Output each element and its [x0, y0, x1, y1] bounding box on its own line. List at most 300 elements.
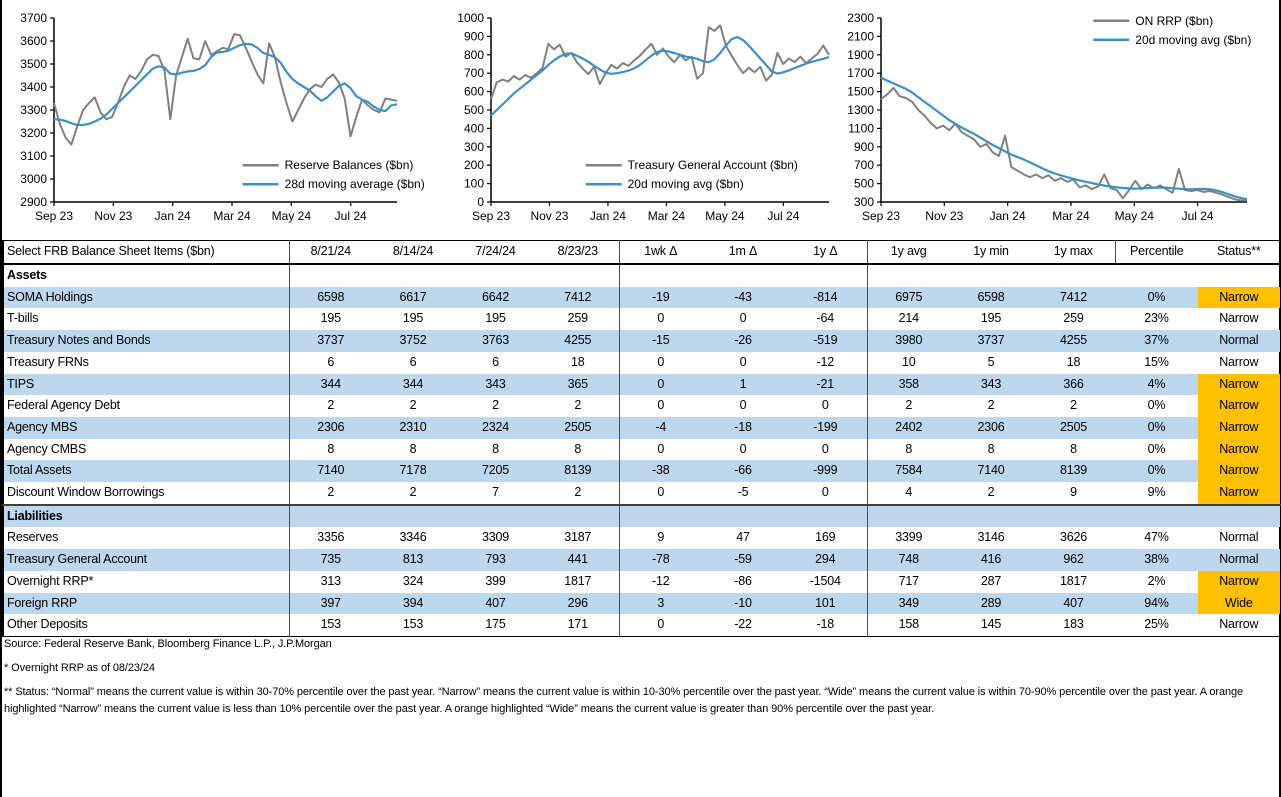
table-cell: 344 — [289, 374, 372, 396]
table-cell: 0% — [1147, 398, 1166, 413]
status-cell: Normal — [1198, 549, 1280, 571]
column-header: Status** — [1198, 241, 1280, 265]
row-label: Total Assets — [3, 460, 289, 482]
table-cell: -1504 — [809, 573, 841, 588]
y-tick-label: 1100 — [848, 121, 874, 136]
x-tick-label: May 24 — [1114, 209, 1154, 223]
footnotes — [4, 636, 1277, 725]
row-label: Overnight RRP* — [7, 573, 94, 588]
table-cell: -38 — [619, 460, 702, 482]
x-tick-label: Sep 23 — [34, 209, 74, 223]
status-cell: Narrow — [1198, 287, 1280, 309]
overnight-rrp-note: * Overnight RRP as of 08/23/24 — [4, 662, 155, 675]
table-cell: 3980 — [867, 330, 950, 352]
table-cell: 2 — [987, 398, 995, 413]
x-tick-label: May 24 — [705, 209, 745, 223]
table-row — [3, 374, 1280, 396]
source-note: Source: Federal Reserve Bank, Bloomberg Finance L.P., J.P.Morgan — [4, 638, 332, 650]
table-cell: -814 — [784, 287, 867, 309]
x-tick-label: Jan 24 — [989, 209, 1026, 223]
table-cell: 3187 — [564, 530, 592, 545]
table-row — [3, 614, 1280, 636]
table-cell: 3626 — [1059, 530, 1087, 545]
table-cell: 358 — [867, 374, 950, 396]
table-cell: 3146 — [977, 530, 1005, 545]
table-cell: 407 — [454, 593, 537, 615]
table-cell: 735 — [289, 549, 372, 571]
table-cell: 259 — [1063, 311, 1084, 326]
table-cell: 18 — [570, 354, 585, 369]
table-cell: 18 — [1066, 354, 1081, 369]
table-cell: 813 — [372, 549, 454, 571]
status-cell: Narrow — [1198, 482, 1280, 505]
y-tick-label: 3400 — [20, 80, 47, 94]
table-cell: 8 — [987, 441, 995, 456]
y-tick-label: 3500 — [20, 57, 47, 71]
row-label: TIPS — [3, 374, 289, 396]
table-cell: -199 — [784, 417, 867, 439]
row-label: Treasury Notes and Bonds — [3, 330, 289, 352]
table-row — [3, 308, 1280, 330]
table-cell: -12 — [816, 354, 834, 369]
table-row — [3, 527, 1280, 549]
row-label: Agency CMBS — [7, 441, 87, 456]
table-cell: 3752 — [372, 330, 454, 352]
legend-label: 20d moving avg ($bn) — [627, 177, 744, 192]
table-row — [3, 571, 1280, 593]
row-label: Foreign RRP — [3, 593, 289, 615]
table-cell: 2 — [409, 398, 417, 413]
table-cell: 6598 — [289, 287, 372, 309]
table-row — [3, 417, 1280, 439]
table-cell: 8 — [289, 439, 372, 461]
table-cell: 0% — [1147, 441, 1166, 456]
table-cell: 324 — [402, 573, 424, 588]
table-cell: 7205 — [454, 460, 537, 482]
table-row — [3, 287, 1280, 309]
legend-label: 20d moving avg ($bn) — [1135, 32, 1252, 47]
column-header: 8/14/24 — [372, 241, 454, 265]
table-cell — [702, 264, 784, 287]
row-label: Assets — [7, 268, 47, 282]
table-cell: -26 — [702, 330, 784, 352]
treasury-general-account-chart — [437, 4, 841, 236]
table-cell: 145 — [980, 617, 1002, 632]
y-tick-label: 1900 — [847, 47, 874, 62]
status-cell: Narrow — [1198, 374, 1280, 396]
y-tick-label: 0 — [477, 195, 484, 209]
status-definition-note: ** Status: “Normal” means the current value is within 30-70% percentile over the past year. “Narrow” means the current value is within 10-30% percentile over the past year. “Wide” means the current value is within 70-90% percentile over the past year. A orange highlighted “Narrow” means the current value is less than 10% percentile over the past year. A orange highlighted “Wide” means the current value is greater than 90% percentile over the past year. — [4, 686, 1244, 716]
table-cell: 10 — [867, 352, 950, 374]
table-cell: 962 — [1032, 549, 1115, 571]
table-cell: 2306 — [289, 417, 372, 439]
table-cell: 3356 — [289, 527, 372, 549]
table-cell: 6642 — [454, 287, 537, 309]
row-label: Other Deposits — [7, 617, 88, 632]
table-cell: 4255 — [1032, 330, 1115, 352]
row-label: Treasury General Account — [3, 549, 289, 571]
table-cell: 153 — [402, 617, 424, 632]
y-tick-label: 100 — [463, 176, 484, 191]
table-cell — [784, 264, 867, 287]
y-tick-label: 700 — [463, 66, 484, 81]
table-cell: 259 — [567, 311, 588, 326]
x-tick-label: Jul 24 — [334, 209, 367, 223]
table-cell: 3309 — [481, 530, 509, 545]
y-tick-label: 900 — [853, 139, 874, 154]
y-tick-label: 300 — [853, 195, 874, 209]
table-cell: 195 — [980, 311, 1002, 326]
table-cell: -999 — [784, 460, 867, 482]
table-cell — [702, 505, 784, 528]
legend-label: 28d moving average ($bn) — [284, 177, 425, 192]
series-line — [54, 44, 397, 125]
table-row — [3, 264, 1280, 287]
table-cell: 7 — [492, 485, 499, 500]
table-cell: 296 — [537, 593, 619, 615]
series-line — [881, 88, 1247, 201]
table-cell: 3737 — [950, 330, 1032, 352]
table-row — [3, 330, 1280, 352]
table-cell: 0% — [1115, 460, 1198, 482]
status-cell: Narrow — [1198, 460, 1280, 482]
table-cell: 7178 — [372, 460, 454, 482]
y-tick-label: 3300 — [20, 103, 47, 117]
x-tick-label: Jul 24 — [767, 209, 800, 223]
table-cell: 1817 — [1059, 573, 1087, 588]
table-cell: 0 — [619, 439, 702, 461]
row-label: Treasury FRNs — [7, 354, 89, 369]
y-tick-label: 700 — [853, 158, 874, 173]
table-cell: 4 — [867, 482, 950, 505]
y-tick-label: 3600 — [20, 34, 47, 48]
y-tick-label: 600 — [463, 84, 484, 99]
x-tick-label: Nov 23 — [530, 209, 569, 223]
table-cell: 343 — [950, 374, 1032, 396]
column-header: 7/24/24 — [454, 241, 537, 265]
table-cell: 0 — [821, 398, 829, 413]
table-cell: -4 — [619, 417, 702, 439]
table-cell: 4% — [1115, 374, 1198, 396]
y-tick-label: 1500 — [847, 84, 874, 99]
table-cell: -21 — [784, 374, 867, 396]
y-tick-label: 2300 — [847, 11, 874, 25]
y-tick-label: 1000 — [457, 11, 484, 25]
table-cell: 8139 — [1032, 460, 1115, 482]
status-cell: Narrow — [1198, 571, 1280, 593]
table-cell: 5 — [987, 354, 995, 369]
table-cell: 158 — [867, 614, 950, 636]
status-cell: Narrow — [1219, 617, 1259, 632]
column-header: 1y max — [1032, 241, 1115, 265]
status-cell: Narrow — [1219, 354, 1259, 369]
table-cell: 366 — [1032, 374, 1115, 396]
table-cell: 15% — [1144, 354, 1169, 369]
table-cell: 365 — [537, 374, 619, 396]
status-cell: Narrow — [1198, 395, 1280, 417]
table-cell: 2 — [574, 398, 582, 413]
table-cell — [619, 264, 702, 287]
table-cell: 394 — [372, 593, 454, 615]
table-cell: 195 — [485, 311, 506, 326]
column-header: 1y Δ — [784, 241, 867, 265]
table-cell: 195 — [289, 308, 372, 330]
y-tick-label: 2900 — [20, 195, 47, 209]
table-cell: 101 — [784, 593, 867, 615]
y-tick-label: 300 — [463, 139, 484, 154]
table-cell — [1032, 505, 1115, 528]
row-label: T-bills — [7, 311, 39, 326]
table-cell: 349 — [867, 593, 950, 615]
table-cell — [372, 264, 454, 287]
table-cell: 153 — [289, 614, 372, 636]
y-tick-label: 1700 — [847, 66, 874, 81]
table-cell: 0 — [739, 398, 747, 413]
table-cell — [867, 505, 950, 528]
column-header: 8/21/24 — [289, 241, 372, 265]
x-tick-label: Sep 23 — [471, 209, 511, 223]
legend-label: Treasury General Account ($bn) — [627, 158, 798, 173]
table-row — [3, 505, 1280, 528]
table-cell: 0 — [739, 311, 747, 326]
table-cell: 1 — [702, 374, 784, 396]
column-header: 8/23/23 — [537, 241, 619, 265]
table-cell: 169 — [815, 530, 836, 545]
x-tick-label: May 24 — [271, 209, 312, 223]
table-cell: 2 — [1070, 398, 1077, 413]
x-tick-label: Nov 23 — [925, 209, 964, 223]
x-tick-label: Sep 23 — [861, 209, 901, 223]
table-cell: 9 — [1070, 485, 1077, 500]
table-cell: 2324 — [454, 417, 537, 439]
y-tick-label: 400 — [463, 121, 484, 136]
table-cell: 7584 — [867, 460, 950, 482]
table-cell: 441 — [537, 549, 619, 571]
column-header: 1m Δ — [702, 241, 784, 265]
table-cell: 0 — [619, 395, 702, 417]
table-cell: 8139 — [537, 460, 619, 482]
table-cell: 416 — [950, 549, 1032, 571]
x-tick-label: Jan 24 — [589, 209, 626, 223]
table-cell — [454, 264, 537, 287]
table-cell: 214 — [867, 308, 950, 330]
status-cell: Narrow — [1198, 439, 1280, 461]
table-cell: -59 — [702, 549, 784, 571]
table-cell: 195 — [402, 311, 424, 326]
table-cell: -86 — [734, 573, 752, 588]
y-tick-label: 1300 — [847, 103, 874, 117]
table-cell — [289, 264, 372, 287]
table-cell: 183 — [1063, 617, 1084, 632]
table-cell: -18 — [816, 617, 834, 632]
table-cell: 287 — [980, 573, 1002, 588]
x-tick-label: Jan 24 — [154, 209, 191, 223]
table-cell: 0 — [619, 308, 702, 330]
status-cell: Normal — [1219, 530, 1259, 545]
table-cell: 0 — [619, 482, 702, 505]
table-cell: 294 — [784, 549, 867, 571]
table-cell: 793 — [454, 549, 537, 571]
y-tick-label: 3700 — [20, 11, 47, 25]
column-header: 1y avg — [867, 241, 950, 265]
series-line — [491, 37, 829, 116]
table-cell — [1032, 264, 1115, 287]
y-tick-label: 500 — [463, 103, 484, 117]
table-cell: -64 — [816, 311, 834, 326]
status-cell: Narrow — [1219, 311, 1259, 326]
table-cell: 7412 — [1032, 287, 1115, 309]
reserve-balances-chart — [2, 4, 427, 236]
table-cell: 6598 — [950, 287, 1032, 309]
table-row — [3, 352, 1280, 374]
table-cell: 1817 — [564, 573, 592, 588]
y-tick-label: 3000 — [20, 172, 47, 186]
table-cell: 6 — [289, 352, 372, 374]
table-cell: 0 — [619, 352, 702, 374]
column-header: Percentile — [1115, 241, 1198, 265]
table-cell: 0 — [619, 614, 702, 636]
table-cell: 344 — [372, 374, 454, 396]
status-cell — [1198, 505, 1280, 528]
y-tick-label: 3200 — [20, 126, 47, 140]
table-cell: -78 — [619, 549, 702, 571]
table-cell: 8 — [409, 441, 417, 456]
table-cell: 2 — [867, 395, 950, 417]
row-label: Reserves — [7, 530, 59, 545]
table-cell — [1115, 505, 1198, 528]
x-tick-label: Jul 24 — [1181, 209, 1214, 223]
table-cell: 9 — [619, 527, 702, 549]
table-cell: 0 — [821, 441, 829, 456]
y-tick-label: 800 — [463, 47, 484, 62]
x-tick-label: Nov 23 — [94, 209, 133, 223]
table-cell: 6975 — [867, 287, 950, 309]
table-cell: -22 — [734, 617, 752, 632]
x-tick-label: Mar 24 — [213, 209, 251, 223]
table-cell: 25% — [1144, 617, 1169, 632]
legend-label: ON RRP ($bn) — [1135, 13, 1214, 28]
status-cell: Narrow — [1198, 417, 1280, 439]
table-cell: 8 — [574, 441, 582, 456]
table-cell: -66 — [702, 460, 784, 482]
y-tick-label: 3100 — [20, 149, 47, 163]
table-cell: 47 — [736, 530, 750, 545]
table-cell: 0% — [1115, 287, 1198, 309]
table-row — [3, 549, 1280, 571]
x-tick-label: Mar 24 — [647, 209, 686, 223]
series-line — [491, 25, 829, 99]
table-cell: 289 — [950, 593, 1032, 615]
table-cell: 3 — [619, 593, 702, 615]
status-cell — [1198, 264, 1280, 287]
table-cell: 748 — [867, 549, 950, 571]
status-cell: Normal — [1198, 330, 1280, 352]
table-row — [3, 482, 1280, 505]
table-cell: 343 — [454, 374, 537, 396]
table-cell: 2 — [289, 395, 372, 417]
column-header: 1wk Δ — [619, 241, 702, 265]
row-label: SOMA Holdings — [3, 287, 289, 309]
table-cell: 2310 — [372, 417, 454, 439]
table-cell: -43 — [702, 287, 784, 309]
row-label: Federal Agency Debt — [7, 398, 120, 413]
table-cell: 0 — [739, 441, 747, 456]
table-cell: 3399 — [867, 527, 950, 549]
table-cell: 9% — [1147, 485, 1166, 500]
table-cell — [950, 505, 1032, 528]
row-label: Liabilities — [3, 505, 289, 528]
status-cell: Wide — [1198, 593, 1280, 615]
table-cell: 2 — [574, 485, 582, 500]
table-cell: 2% — [1147, 573, 1166, 588]
table-cell: -12 — [619, 571, 702, 593]
table-cell: -15 — [619, 330, 702, 352]
table-cell: 94% — [1115, 593, 1198, 615]
table-cell: 407 — [1032, 593, 1115, 615]
table-cell: -519 — [784, 330, 867, 352]
table-cell: 0 — [821, 485, 829, 500]
table-cell: 6 — [409, 354, 417, 369]
table-cell — [289, 505, 372, 528]
table-cell: 171 — [567, 617, 588, 632]
table-cell: 6 — [492, 354, 499, 369]
y-tick-label: 2100 — [847, 29, 874, 44]
table-cell: 175 — [485, 617, 506, 632]
table-row — [3, 395, 1280, 417]
table-cell — [537, 505, 619, 528]
table-cell: 2 — [987, 485, 995, 500]
row-label: Agency MBS — [3, 417, 289, 439]
legend-label: Reserve Balances ($bn) — [284, 158, 414, 173]
table-cell: 2306 — [950, 417, 1032, 439]
table-cell — [1115, 264, 1198, 287]
table-cell: 2505 — [1032, 417, 1115, 439]
table-cell: 717 — [867, 571, 950, 593]
table-cell: 7412 — [537, 287, 619, 309]
table-cell: 3737 — [289, 330, 372, 352]
y-tick-label: 900 — [463, 29, 484, 44]
on-rrp-chart — [845, 4, 1277, 236]
row-label: Discount Window Borrowings — [7, 485, 165, 500]
table-cell: 8 — [492, 441, 499, 456]
table-row — [3, 460, 1280, 482]
table-cell — [867, 264, 950, 287]
table-cell — [950, 264, 1032, 287]
table-cell: 397 — [289, 593, 372, 615]
table-cell: -5 — [737, 485, 749, 500]
y-tick-label: 200 — [463, 158, 484, 173]
y-tick-label: 500 — [853, 176, 874, 191]
table-cell: 0 — [619, 374, 702, 396]
table-row — [3, 593, 1280, 615]
table-cell: 2 — [289, 482, 372, 505]
table-cell: 47% — [1144, 530, 1169, 545]
table-cell: -19 — [619, 287, 702, 309]
table-cell: 2 — [409, 485, 417, 500]
x-tick-label: Mar 24 — [1052, 209, 1090, 223]
table-cell: 7140 — [950, 460, 1032, 482]
table-cell: 313 — [289, 571, 372, 593]
table-cell: 3763 — [454, 330, 537, 352]
table-cell: -18 — [702, 417, 784, 439]
table-cell: 3346 — [399, 530, 427, 545]
table-cell: 8 — [867, 439, 950, 461]
table-header-row — [3, 241, 1280, 265]
table-cell — [784, 505, 867, 528]
table-cell: 4255 — [537, 330, 619, 352]
column-header: Select FRB Balance Sheet Items ($bn) — [3, 241, 289, 265]
table-cell: -10 — [702, 593, 784, 615]
